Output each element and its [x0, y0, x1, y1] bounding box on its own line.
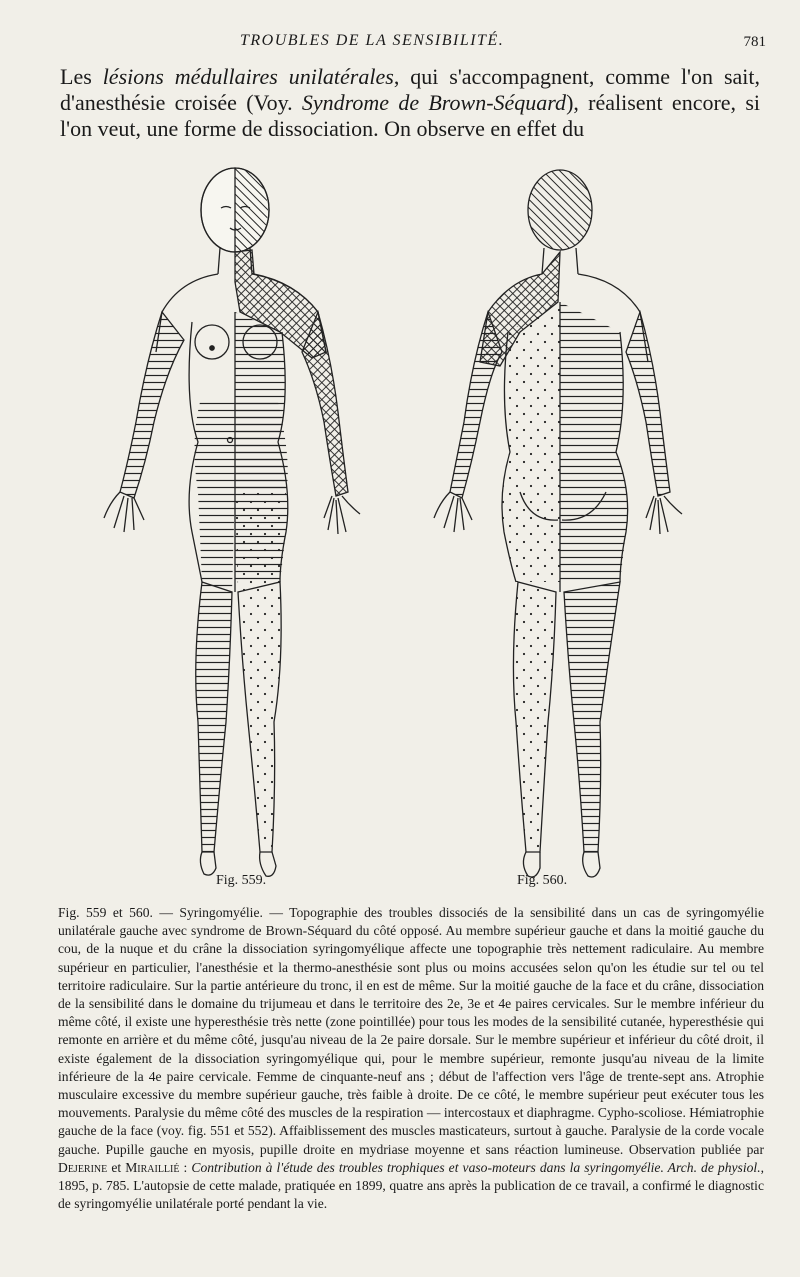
- body-diagram-svg: [80, 162, 720, 892]
- page-number: 781: [743, 34, 766, 50]
- figure-caption: [58, 904, 764, 1213]
- figure-label-559: Fig. 559.: [216, 873, 267, 888]
- running-title: TROUBLES DE LA SENSIBILITÉ.: [240, 32, 505, 49]
- front-figure: [104, 168, 360, 876]
- caption-author-2: Miraillié: [125, 1159, 180, 1175]
- back-figure: [434, 170, 682, 877]
- caption-text-1: Fig. 559 et 560. — Syringomyélie. — Topographie des troubles dissociés de la sensibilité dans un cas de syringomyélie unilatérale gauche avec syndrome de Brown-Séquard du côté opposé. Au membre supérieur gauche et dans la moitié gauche du cou, de la nuque et du crâne la dissociation syringomyélique affecte une topographie très nettement radiculaire. Au membre supérieur en particulier, l'anesthésie et la thermo-anesthésie sont plus ou moins accusées selon qu'on les étudie sur tel ou tel territoire radiculaire. Sur la partie antérieure du tronc, il en est de même. Sur la moitié gauche de la face et du crâne, dissociation de la sensibilité dans le domaine du trijumeau et dans le territoire des 2e, 3e et 4e paires cervicales. Sur le membre inférieur du même côté, il existe une hyperesthésie très nette (zone pointillée) pour tous les modes de la sensibilité cutanée, hyperesthésie qui remonte en arrière et du même côté, jusqu'au niveau de la 2e paire dorsale. Sur le membre supérieur et inférieur du côté droit, il existe également de la dissociation syringomyélique qui, pour le membre supérieur, remonte jusqu'au niveau de la limite inférieure de la 4e paire cervicale. Femme de cinquante-neuf ans ; début de l'affection vers l'âge de trente-sept ans. Atrophie musculaire excessive du membre supérieur gauche, très faible à droite. De ce côté, le membre supérieur peut exécuter tous les mouvements. Paralysie du même côté des muscles de la respiration — intercostaux et diaphragme. Cypho-scoliose. Hémiatrophie gauche de la face (voy. fig. 551 et 552). Affaiblissement des muscles masticateurs, surtout à gauche. Paralysie de la corde vocale gauche. Pupille gauche en myosis, pupille droite en mydriase moyenne et sans réaction lumineuse. Observation publiée par: [58, 905, 764, 1157]
- lead-italic-2: Syndrome de Brown-Séquard: [301, 90, 567, 115]
- lead-text-1: Les: [60, 64, 103, 89]
- caption-author-1: Dejerine: [58, 1159, 108, 1175]
- lead-italic-1: lésions médullaires unilatérales: [102, 64, 394, 89]
- caption-italic-title: Contribution à l'étude des troubles trophiques et vaso-moteurs dans la syringomyélie. Arch. de physiol.: [191, 1159, 761, 1175]
- lead-text-2: , qui s'accompagnent, comme l'on sait, d'anesthésie croisée (Voy.: [60, 64, 760, 115]
- running-head: [0, 32, 800, 56]
- caption-colon: :: [179, 1159, 192, 1175]
- caption-text-2: , 1895, p. 785. L'autopsie de cette malade, pratiquée en 1899, quatre ans après la publication de ce travail, a confirmé le diagnostic de syringomyélie unilatérale porté pendant la vie.: [58, 1159, 764, 1212]
- lead-text-3: ), réalisent encore, si l'on veut, une forme de dissociation. On observe en effet du: [60, 90, 760, 141]
- lead-paragraph: [60, 64, 760, 142]
- anatomical-figures: [80, 162, 720, 892]
- caption-and: et: [107, 1159, 126, 1175]
- figure-label-560: Fig. 560.: [517, 873, 568, 888]
